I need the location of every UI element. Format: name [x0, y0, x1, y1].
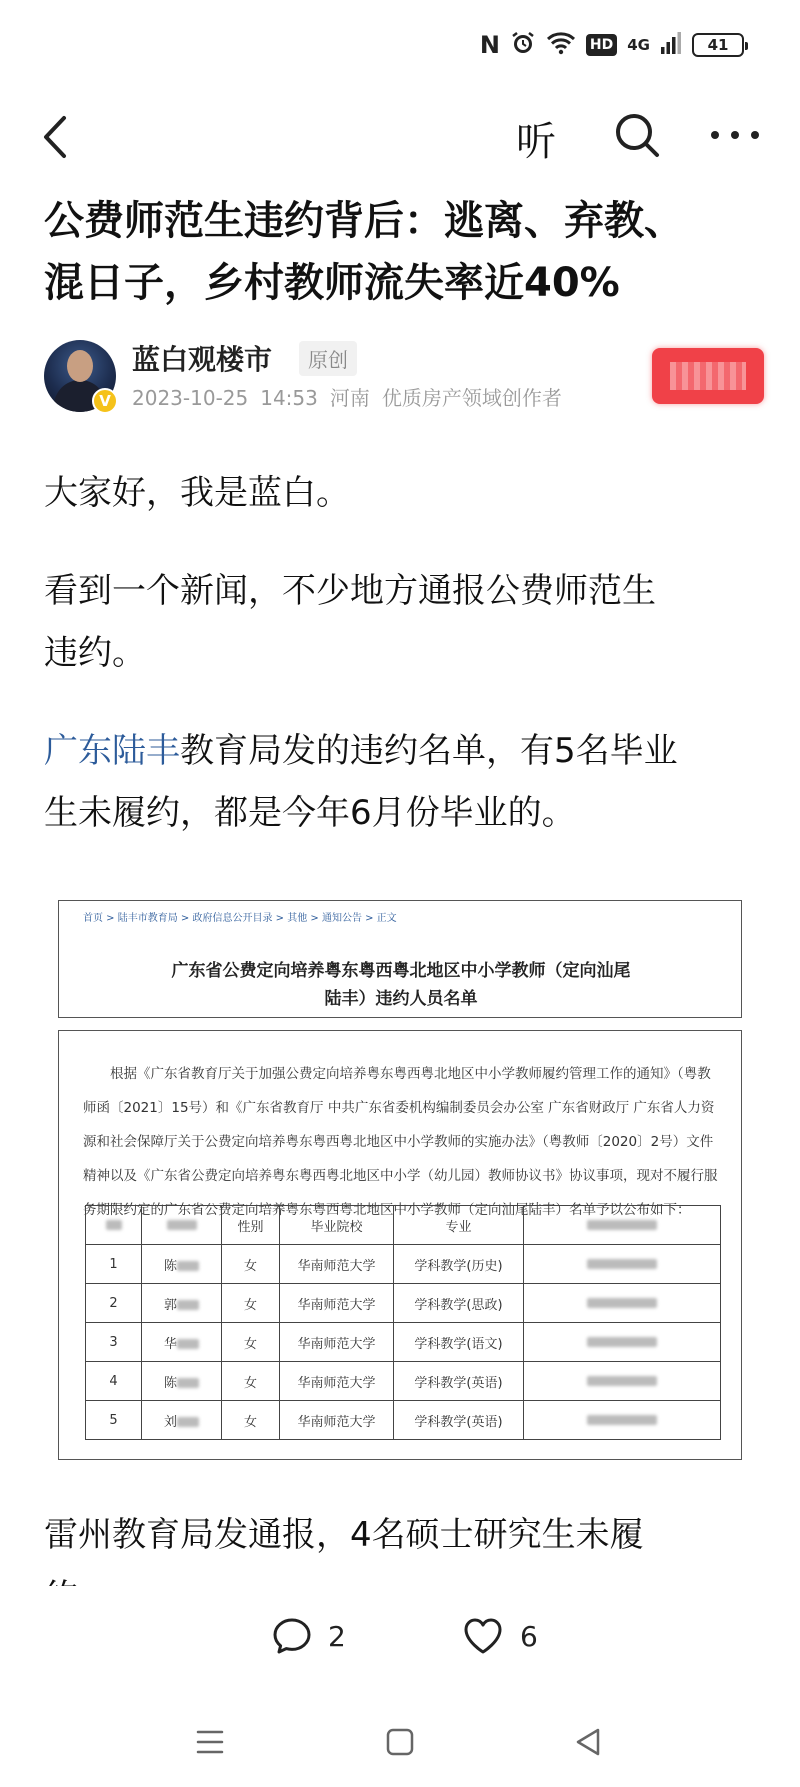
cell-school: 华南师范大学 — [280, 1245, 394, 1284]
document-breadcrumb: 首页 > 陆丰市教育局 > 政府信息公开目录 > 其他 > 通知公告 > 正文 — [83, 913, 397, 924]
paragraph-news-line1: 看到一个新闻，不少地方通报公费师范生 — [44, 571, 656, 611]
document-title — [119, 957, 683, 1013]
menu-icon — [190, 1724, 230, 1760]
document-title-line1: 广东省公费定向培养粤东粤西粤北地区中小学教师（定向汕尾 — [171, 961, 631, 981]
chevron-left-icon — [34, 110, 84, 164]
cell-name: 华 — [142, 1323, 222, 1362]
cell-extra — [524, 1284, 721, 1323]
document-text: 根据《广东省教育厅关于加强公费定向培养粤东粤西粤北地区中小学教师履约管理工作的通知》（粤教师函〔2021〕15号）和《广东省教育厅 中共广东省委机构编制委员会办公室 广东省财政厅 广东省人力资源和社会保障厅关于公费定向培养粤东粤西粤北地区中小学教师的实施办法》（粤教师〔2020〕2号）文件精神以及《广东省公费定向培养粤东粤西粤北地区中小学（幼儿园）教师协议书》协议事项，现对不履行服务期限约定的广东省公费定向培养粤东粤西粤北地区中小学教师（定向汕尾陆丰）名单予以公布如下： — [83, 1066, 718, 1218]
document-body — [58, 1030, 742, 1460]
paragraph-leizhou-line1: 雷州教育局发通报，4名硕士研究生未履 — [44, 1515, 644, 1555]
search-icon — [610, 108, 664, 162]
cell-major: 学科教学(历史) — [394, 1245, 524, 1284]
like-button[interactable] — [462, 1616, 538, 1656]
cell-major: 学科教学(语文) — [394, 1323, 524, 1362]
status-bar — [0, 0, 800, 92]
square-icon — [382, 1724, 418, 1760]
header-extra — [524, 1206, 721, 1245]
paragraph-greeting: 大家好，我是蓝白。 — [44, 473, 350, 513]
header-number — [86, 1206, 142, 1245]
article-meta — [132, 382, 574, 411]
system-back-button[interactable] — [570, 1724, 606, 1760]
header-major: 专业 — [394, 1206, 524, 1245]
home-button[interactable] — [382, 1724, 418, 1760]
publish-date: 2023-10-25 — [132, 386, 249, 410]
signal-icon — [660, 32, 682, 58]
cell-name: 郭 — [142, 1284, 222, 1323]
publish-time: 14:53 — [260, 386, 318, 410]
table-row — [86, 1401, 721, 1440]
comment-count: 2 — [328, 1619, 346, 1653]
like-count: 6 — [520, 1619, 538, 1653]
cell-number: 2 — [86, 1284, 142, 1323]
header-school: 毕业院校 — [280, 1206, 394, 1245]
comment-icon — [272, 1616, 312, 1656]
cell-gender: 女 — [222, 1284, 280, 1323]
title-line-2: 混日子，乡村教师流失率近40% — [44, 260, 620, 306]
cell-extra — [524, 1401, 721, 1440]
cell-major: 学科教学(英语) — [394, 1362, 524, 1401]
nfc-icon: N — [479, 31, 500, 59]
paragraph-news-line2: 违约。 — [44, 633, 146, 673]
listen-button[interactable]: 听 — [516, 119, 556, 165]
cell-school: 华南师范大学 — [280, 1284, 394, 1323]
verified-badge: V — [92, 388, 118, 414]
violation-table — [85, 1205, 721, 1440]
action-bar — [0, 1586, 800, 1690]
cell-number: 5 — [86, 1401, 142, 1440]
cell-number: 3 — [86, 1323, 142, 1362]
nav-bar — [0, 92, 800, 182]
search-button[interactable] — [610, 108, 664, 162]
table-row — [86, 1323, 721, 1362]
cell-extra — [524, 1323, 721, 1362]
publish-location: 河南 — [329, 386, 370, 410]
comment-button[interactable] — [272, 1616, 346, 1656]
cell-gender: 女 — [222, 1362, 280, 1401]
recent-apps-button[interactable] — [190, 1724, 230, 1760]
header-name — [142, 1206, 222, 1245]
paragraph-news — [44, 560, 764, 684]
cell-name: 刘 — [142, 1401, 222, 1440]
cell-gender: 女 — [222, 1245, 280, 1284]
back-button[interactable] — [34, 110, 84, 164]
heart-icon — [462, 1616, 504, 1656]
document-header — [58, 900, 742, 1018]
cell-gender: 女 — [222, 1401, 280, 1440]
follow-button[interactable] — [652, 348, 764, 404]
system-nav — [0, 1700, 800, 1787]
status-icons — [480, 30, 744, 60]
cell-major: 学科教学(思政) — [394, 1284, 524, 1323]
author-name[interactable]: 蓝白观楼市 — [132, 343, 273, 376]
table-row — [86, 1284, 721, 1323]
table-header-row — [86, 1206, 721, 1245]
paragraph-lufeng — [44, 720, 764, 844]
table-row — [86, 1245, 721, 1284]
title-line-1: 公费师范生违约背后：逃离、弃教、 — [44, 198, 684, 244]
cell-number: 1 — [86, 1245, 142, 1284]
cell-name: 陈 — [142, 1362, 222, 1401]
triangle-back-icon — [570, 1724, 606, 1760]
battery-indicator: 41 — [692, 33, 744, 57]
alarm-icon — [510, 30, 536, 60]
cell-extra — [524, 1362, 721, 1401]
more-button[interactable] — [706, 108, 764, 162]
author-row — [44, 338, 764, 418]
cell-number: 4 — [86, 1362, 142, 1401]
header-gender: 性别 — [222, 1206, 280, 1245]
cell-name: 陈 — [142, 1245, 222, 1284]
document-title-line2: 陆丰）违约人员名单 — [324, 989, 478, 1009]
lufeng-link[interactable]: 广东陆丰 — [44, 731, 180, 771]
cell-major: 学科教学(英语) — [394, 1401, 524, 1440]
author-tag: 优质房产领域创作者 — [381, 386, 562, 410]
cell-school: 华南师范大学 — [280, 1362, 394, 1401]
paragraph-lufeng-rest: 教育局发的违约名单，有5名毕业 — [180, 731, 678, 771]
original-badge: 原创 — [299, 341, 357, 376]
cell-extra — [524, 1245, 721, 1284]
table-row — [86, 1362, 721, 1401]
cell-school: 华南师范大学 — [280, 1323, 394, 1362]
document-screenshot[interactable] — [56, 900, 744, 1462]
more-dots-icon — [706, 108, 764, 162]
network-type: 4G — [627, 36, 650, 54]
article-title — [44, 190, 764, 314]
wifi-icon — [546, 31, 576, 59]
paragraph-lufeng-line2: 生未履约，都是今年6月份毕业的。 — [44, 793, 576, 833]
cell-gender: 女 — [222, 1323, 280, 1362]
hd-icon: HD — [586, 34, 617, 56]
cell-school: 华南师范大学 — [280, 1401, 394, 1440]
